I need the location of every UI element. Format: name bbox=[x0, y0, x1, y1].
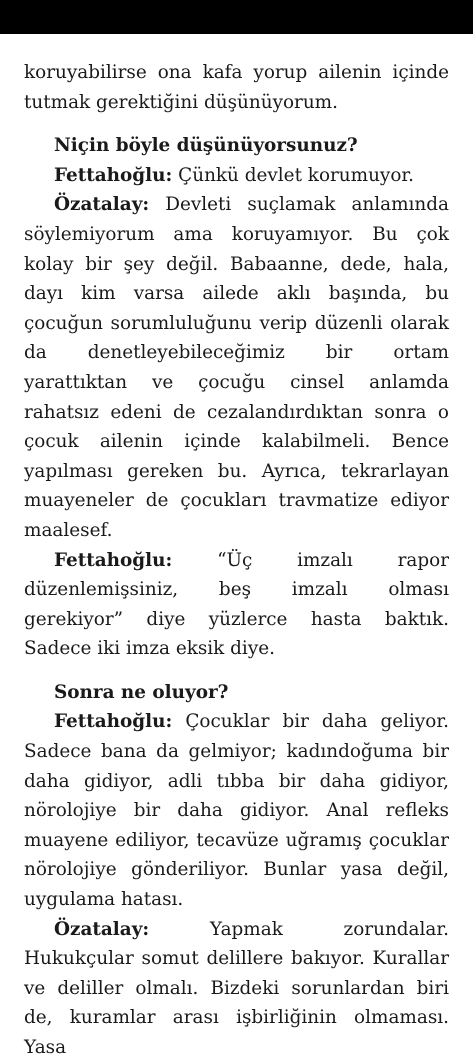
body-paragraph bbox=[24, 58, 449, 117]
interview-answer bbox=[24, 546, 449, 664]
speaker-name: Fettahoğlu: bbox=[54, 549, 173, 571]
paragraph-text: Çocuklar bir daha geliyor. Sadece bana da gelmiyor; kadındoğuma bir daha gidiyor, adli tıbba bir daha gidiyor, nörolojiye bir daha gidiyor. Anal refleks muayene ediliyor, tecavüze uğramış çocuklar nörolojiye gönderiliyor. Bunlar yasa değil, uygulama hatası. bbox=[24, 711, 449, 911]
speaker-name: Özatalay: bbox=[54, 918, 150, 940]
interview-answer bbox=[24, 915, 449, 1063]
status-bar bbox=[0, 0, 473, 34]
interview-answer bbox=[24, 161, 449, 191]
speaker-name: Fettahoğlu: bbox=[54, 164, 173, 186]
interview-question: Niçin böyle düşünüyorsunuz? bbox=[54, 135, 358, 157]
speaker-name: Özatalay: bbox=[54, 194, 150, 216]
interview-question: Sonra ne oluyor? bbox=[54, 681, 229, 703]
paragraph-gap bbox=[24, 664, 449, 678]
paragraph-text: “Üç imzalı rapor düzenlemişsiniz, beş imzalı olması gerekiyor” diye yüzlerce hasta baktık. Sadece iki imza eksik diye. bbox=[24, 549, 449, 660]
speaker-name: Fettahoğlu: bbox=[54, 711, 173, 733]
paragraph-text: Çünkü devlet korumuyor. bbox=[172, 164, 415, 186]
paragraph-gap bbox=[24, 117, 449, 131]
reader-text-area[interactable] bbox=[24, 58, 449, 1063]
paragraph-text: Devleti suçlamak anlamında söylemiyorum ama koruyamıyor. Bu çok kolay bir şey değil. Babaanne, dede, hala, dayı kim varsa ailede aklı başında, bu çocuğun sorumluluğunu verip düzenli olarak da denetleyebileceğimiz bir ortam yarattıktan ve çocuğu cinsel anlamda rahatsız edeni de cezalandırdıktan sonra o çocuk ailenin içinde kalabilmeli. Bence yapılması gereken bu. Ayrıca, tekrarlayan muayeneler de çocukları travmatize ediyor maalesef. bbox=[24, 194, 449, 541]
interview-answer bbox=[24, 190, 449, 545]
interview-answer bbox=[24, 707, 449, 914]
paragraph-text: Yapmak zorundalar. Hukukçular somut delillere bakıyor. Kurallar ve deliller olmalı. Bizdeki sorunlardan biri de, kuramlar arası işbirliğinin olmaması. Yasa bbox=[24, 918, 449, 1058]
paragraph-text: koruyabilirse ona kafa yorup ailenin içinde tutmak gerektiğini düşünüyorum. bbox=[24, 62, 449, 113]
